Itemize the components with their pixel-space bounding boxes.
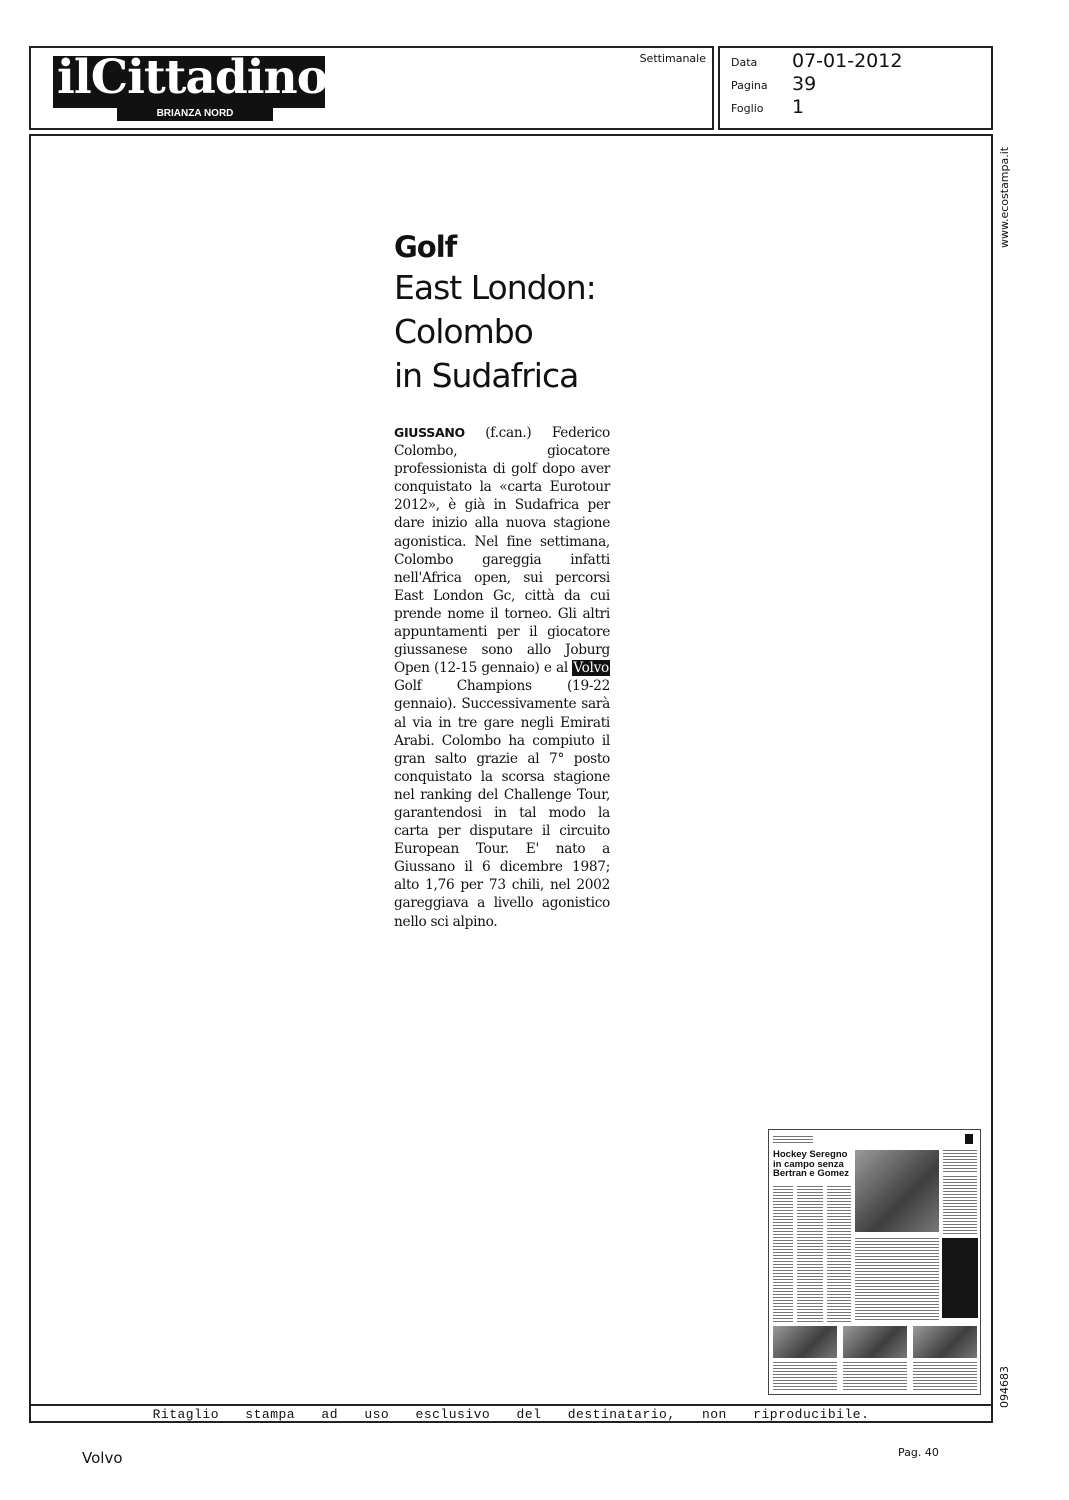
- side-url: www.ecostampa.it: [998, 146, 1011, 248]
- thumbnail-photo: [855, 1150, 939, 1232]
- highlighted-keyword: Volvo: [573, 660, 609, 677]
- meta-box: [718, 46, 993, 130]
- article-body: [394, 424, 610, 931]
- body-text-2: Golf Champions (19-22 gennaio). Successivamente sarà al via in tre gare negli Emirati Arabi. Colombo ha compiuto il gran salto grazie al 7° posto conquistato la scorsa stagione nel ranking del Challenge Tour, garantendosi in tal modo la carta per disputare il circuito European Tour. E' nato a Giussano il 6 dicembre 1987; alto 1,76 per 73 chili, nel 2002 gareggiava a livello agonistico nello sci alpino.: [394, 678, 610, 930]
- thumbnail-marker-icon: [965, 1134, 973, 1144]
- page-value: 39: [792, 73, 817, 95]
- side-code: 094683: [998, 1366, 1011, 1408]
- reproduction-notice: Ritaglio stampa ad uso esclusivo del destinatario, non riproducibile.: [29, 1404, 993, 1423]
- sheet-value: 1: [792, 96, 805, 118]
- logo-subtitle: BRIANZA NORD: [156, 108, 234, 119]
- page-thumbnail: [768, 1129, 981, 1395]
- page-number: Pag. 40: [898, 1446, 939, 1459]
- dateline: GIUSSANO: [394, 425, 465, 440]
- logo-text: ilCittadino: [57, 50, 328, 105]
- headline-line-1: East London:: [394, 268, 596, 307]
- page-label: Pagina: [731, 79, 768, 92]
- date-value: 07-01-2012: [792, 50, 903, 72]
- thumbnail-headline: Hockey Seregno in campo senza Bertran e Gomez: [773, 1149, 850, 1179]
- client-name: Volvo: [82, 1449, 123, 1467]
- masthead-box: [29, 46, 714, 130]
- headline-line-2: Colombo: [394, 312, 533, 351]
- publication-frequency: Settimanale: [639, 52, 706, 65]
- newspaper-logo: [53, 50, 328, 119]
- body-text-1: (f.can.) Federico Colombo, giocatore professionista di golf dopo aver conquistato la «carta Eurotour 2012», è già in Sudafrica per dare inizio alla nuova stagione agonistica. Nel fine settimana, Colombo gareggia infatti nell'Africa open, sui percorsi East London Gc, città da cui prende nome il torneo. Gli altri appuntamenti per il giocatore giussanese sono allo Joburg Open (12-15 gennaio) e al: [394, 425, 610, 677]
- sheet-label: Foglio: [731, 102, 764, 115]
- article-section: Golf: [394, 230, 457, 264]
- article: [394, 228, 610, 931]
- headline-line-3: in Sudafrica: [394, 356, 579, 395]
- thumbnail-highlighted-article: [942, 1238, 978, 1318]
- date-label: Data: [731, 56, 758, 69]
